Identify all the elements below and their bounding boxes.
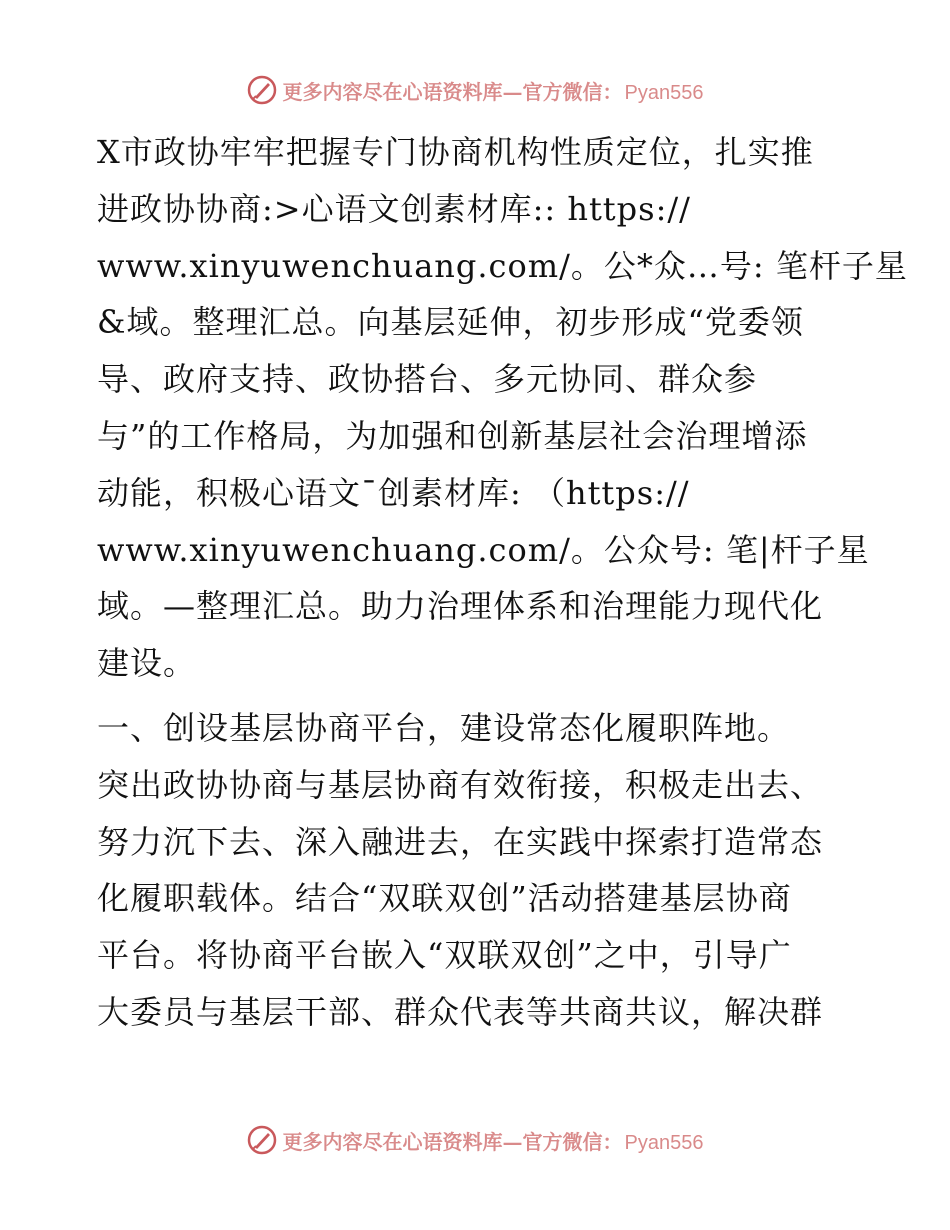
text-line: 动能，积极心语文¯创素材库: （https://: [97, 473, 690, 512]
watermark-id: Pyan556: [624, 1131, 704, 1154]
paragraph-intro: [97, 124, 908, 692]
header-watermark: [0, 70, 950, 110]
text-line: &域。整理汇总。向基层延伸，初步形成“党委领: [97, 303, 804, 342]
text-line: X市政协牢牢把握专门协商机构性质定位，扎实推: [97, 133, 814, 171]
watermark-text: 更多内容尽在心语资料库—官方微信：: [282, 79, 623, 104]
text-line: 域。—整理汇总。助力治理体系和治理能力现代化: [97, 587, 824, 626]
paragraph-gap: [97, 692, 857, 700]
text-line: 化履职载体。结合“双联双创”活动搭建基层协商: [97, 879, 792, 918]
paragraph-section-one: [97, 700, 857, 1041]
text-line: www.xinyuwenchuang.com/。公*众…号: 笔杆子星: [97, 246, 908, 285]
text-line: 平台。将协商平台嵌入“双联双创”之中，引导广: [97, 936, 792, 975]
text-line: 与”的工作格局，为加强和创新基层社会治理增添: [97, 416, 808, 455]
text-line: 努力沉下去、深入融进去，在实践中探索打造常态: [97, 822, 824, 861]
footer-watermark: [0, 1120, 950, 1160]
quill-logo-icon: [247, 1125, 277, 1155]
watermark-text: 更多内容尽在心语资料库—官方微信：: [282, 1129, 623, 1154]
document-body: [97, 124, 908, 1041]
text-line: 导、政府支持、政协搭台、多元协同、群众参: [97, 360, 758, 399]
text-line: 建设。: [97, 644, 197, 683]
text-line: 进政协协商:>心语文创素材库:: https://: [97, 189, 691, 228]
text-line: 大委员与基层干部、群众代表等共商共议，解决群: [97, 992, 824, 1031]
text-line: www.xinyuwenchuang.com/。公众号: 笔|杆子星: [97, 530, 870, 569]
text-line: 突出政协协商与基层协商有效衔接，积极走出去、: [97, 765, 824, 804]
watermark-id: Pyan556: [624, 81, 704, 104]
section-heading: 一、创设基层协商平台，建设常态化履职阵地。: [97, 708, 791, 747]
quill-logo-icon: [247, 75, 277, 105]
